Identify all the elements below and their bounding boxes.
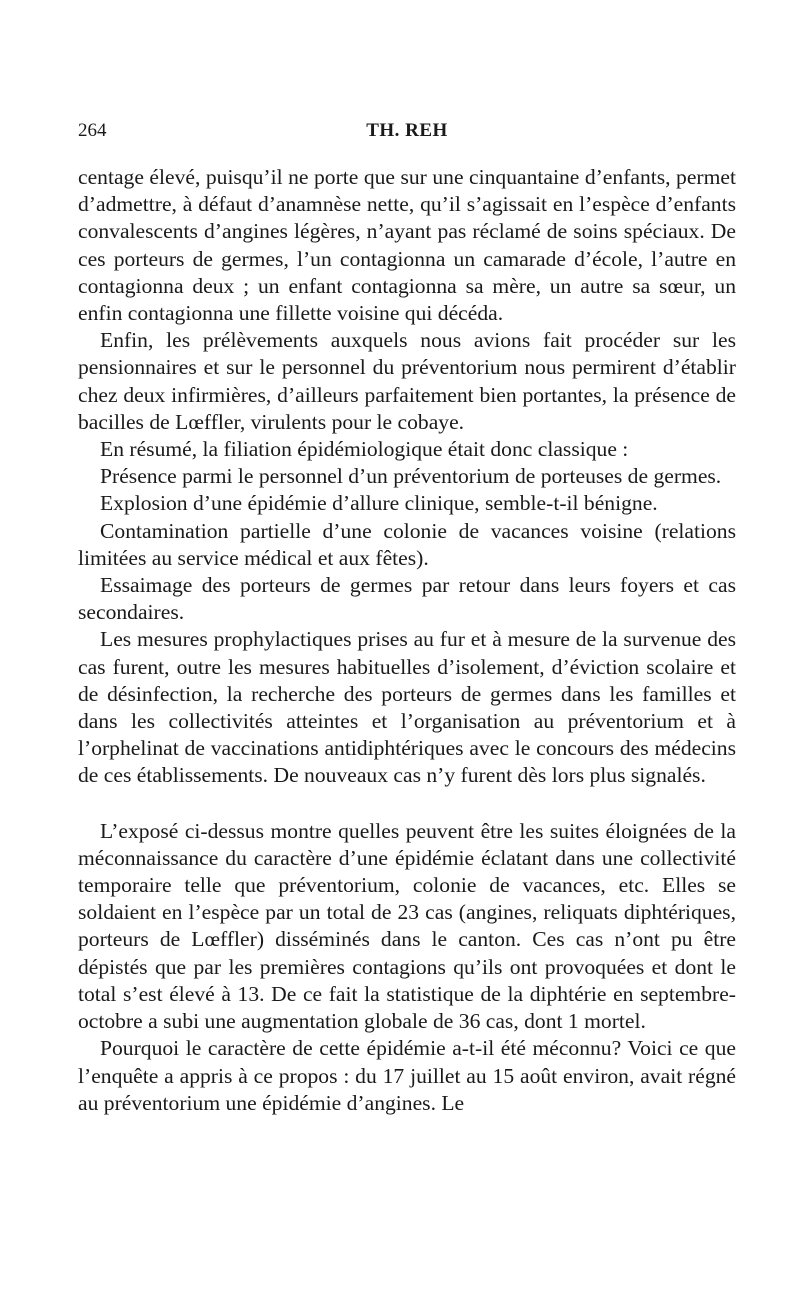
document-page — [78, 112, 736, 1117]
paragraph: Contamination partielle d’une colonie de vacances voisine (relations limitées au service médical et aux fêtes). — [78, 518, 736, 570]
paragraph: Pourquoi le caractère de cette épidémie a-t-il été méconnu? Voici ce que l’enquête a appris à ce propos : du 17 juillet au 15 août environ, avait régné au préventorium une épidémie d’angines. Le — [78, 1036, 736, 1115]
page-header — [78, 112, 736, 146]
page-number: 264 — [78, 120, 107, 141]
paragraph: Enfin, les prélèvements auxquels nous avions fait procéder sur les pensionnaires et sur le personnel du préventorium nous permirent d’établir chez deux infirmières, d’ailleurs parfaitement bien portantes, la présence de bacilles de Lœffler, virulents pour le cobaye. — [78, 328, 736, 434]
running-head: TH. REH — [366, 120, 448, 141]
paragraph: Explosion d’une épidémie d’allure clinique, semble-t-il bénigne. — [100, 491, 658, 516]
body-text — [78, 164, 736, 1117]
paragraph: Les mesures prophylactiques prises au fur et à mesure de la survenue des cas furent, outre les mesures habituelles d’isolement, d’éviction scolaire et de désinfection, la recherche des porteurs de germes dans les familles et dans les collectivités atteintes et l’organisation au préventorium et à l’orphelinat de vaccinations antidiphtériques avec le concours des médecins de ces établissements. De nouveaux cas n’y furent dès lors plus signalés. — [78, 627, 736, 788]
paragraph: L’exposé ci-dessus montre quelles peuvent être les suites éloignées de la méconnaissance du caractère d’une épidémie éclatant dans une collectivité temporaire telle que préventorium, colonie de vacances, etc. Elles se soldaient en l’espèce par un total de 23 cas (angines, reliquats diphtériques, porteurs de Lœffler) disséminés dans le canton. Ces cas n’ont pu être dépistés que par les premières contagions qu’ils ont provoquées et dont le total s’est élevé à 13. De ce fait la statistique de la diphtérie en septembre-octobre a subi une augmentation globale de 36 cas, dont 1 mortel. — [78, 818, 736, 1034]
paragraph: centage élevé, puisqu’il ne porte que sur une cinquantaine d’enfants, permet d’admettre, à défaut d’anamnèse nette, qu’il s’agissait en l’espèce d’enfants convalescents d’angines légères, n’ayant pas réclamé de soins spéciaux. De ces porteurs de germes, l’un contagionna un camarade d’école, l’autre en contagionna deux ; un enfant contagionna sa mère, un autre sa sœur, un enfin contagionna une fillette voisine qui décéda. — [78, 165, 736, 326]
paragraph: Essaimage des porteurs de germes par retour dans leurs foyers et cas secondaires. — [78, 573, 736, 625]
paragraph: En résumé, la filiation épidémiologique était donc classique : — [100, 437, 629, 462]
paragraph: Présence parmi le personnel d’un préventorium de porteuses de germes. — [100, 464, 722, 489]
